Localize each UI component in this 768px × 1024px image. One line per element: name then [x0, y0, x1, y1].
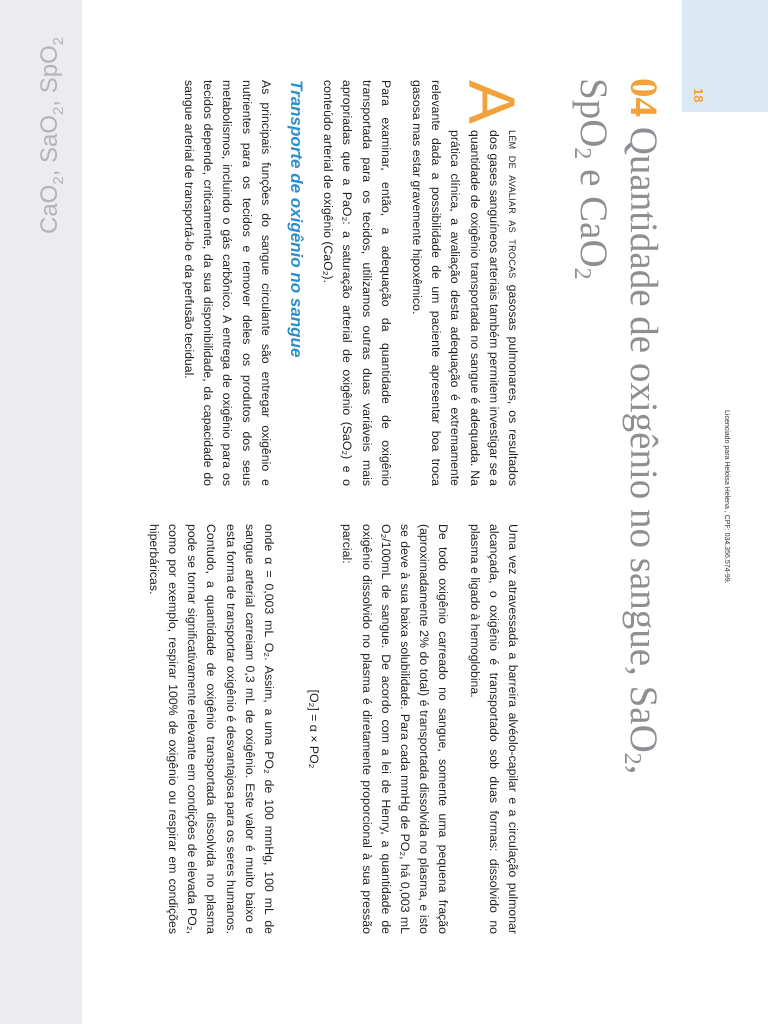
footer-band — [0, 0, 82, 1024]
footer-label-c: , SpO — [36, 45, 63, 107]
title-sub-1: 2 — [619, 752, 645, 765]
paragraph-transport-forms: Uma vez atravessada a barreira alvéolo-capilar e a circulação pulmonar alcançada, o oxigênio é transportado sob duas formas: dissolvido no plasma e ligado à hemoglobina. — [467, 524, 520, 934]
title-sub-2: 2 — [569, 147, 595, 160]
page-number: 18 — [691, 88, 706, 103]
section-heading-transport: Transporte de oxigênio no sangue — [286, 80, 306, 358]
footer-label-b: , SaO — [36, 114, 63, 177]
footer-label-a: CaO — [36, 184, 63, 234]
footer-label — [36, 36, 67, 234]
chapter-number: 04 — [622, 78, 665, 117]
footer-sub-a: 2 — [49, 176, 67, 185]
footer-sub-b: 2 — [49, 106, 67, 115]
intro-text: gasosas pulmonares, os resultados dos gases sanguíneos arteriais também permitem investigar se a quantidade de oxigênio transportada no sangue é adequada. Na prática clínica, a avaliação desta adequação é extremamente relevante dada a possibilidade de um paciente apresentar boa troca gasosa mas estar gravemente hipoxêmico. — [409, 80, 520, 486]
left-column — [167, 80, 529, 486]
paragraph-dissolved: De todo oxigênio carreado no sangue, somente uma pequena fração (aproximadamente 2% do total) é transportada dissolvida no plasma, e isto se deve à sua baixa solubilidade. Para cada mmHg de PO₂, há 0,003 mL O₂/100mL de sangue. De acordo com a lei de Henry, a quantidade de oxigênio dissolvido no plasma é diretamente proporcional à sua pressão parcial: — [340, 524, 451, 934]
title-line2-mid: e CaO — [572, 159, 615, 268]
henry-formula: [O₂] = α × PO₂ — [307, 689, 322, 769]
drop-cap: A — [455, 80, 529, 125]
right-column — [132, 524, 522, 934]
page-tab — [682, 0, 768, 112]
title-text: Quantidade de oxigênio no sangue, SaO — [622, 126, 665, 753]
paragraph-functions: As principais funções do sangue circulante são entregar oxigênio e nutrientes para os tecidos e remover deles os produtos dos seus metabolismos, incluindo o gás carbônico. A entrega de oxigênio para os tecidos depende, criticamente, da sua disponibilidade, da capacidade do sangue arterial de transportá-lo e da perfusão tecidual. — [181, 80, 273, 486]
intro-paragraph — [407, 80, 529, 486]
title-sub-3: 2 — [569, 267, 595, 280]
paragraph-variables: Para examinar, então, a adequação da quantidade de oxigênio transportada para os tecidos, utilizamos outras duas variáveis mais apropriadas que a PaO₂: a saturação arterial de oxigênio (SaO₂) e o conteúdo arterial de oxigênio (CaO₂). — [321, 80, 393, 486]
intro-smallcaps: lém de avaliar as trocas — [506, 130, 520, 279]
license-notice: Licenciado para Heloisa Helena , CPF: 034.356.574-99. — [723, 410, 730, 584]
paragraph-alpha: onde α = 0,003 mL O₂. Assim, a uma PO₂ de 100 mmHg, 100 mL de sangue arterial carreiam 0,3 mL de oxigênio. Este valor é muito baixo e esta forma de transportar oxigênio é desvantajosa para os seres humanos. Contudo, a quantidade de oxigênio transportada dissolvida no plasma pode se tornar significativamente relevante em condições de elevada PO₂, como por exemplo, respirar 100% de oxigênio ou respirar em condições hiperbáricas. — [146, 524, 276, 934]
footer-sub-c: 2 — [49, 36, 67, 46]
title-line2-start: SpO — [572, 78, 615, 148]
page-title: 04 Quantidade de oxigênio no sangue, SaO$_2$, SpO$_2$ e CaO$_2$ — [569, 78, 665, 775]
